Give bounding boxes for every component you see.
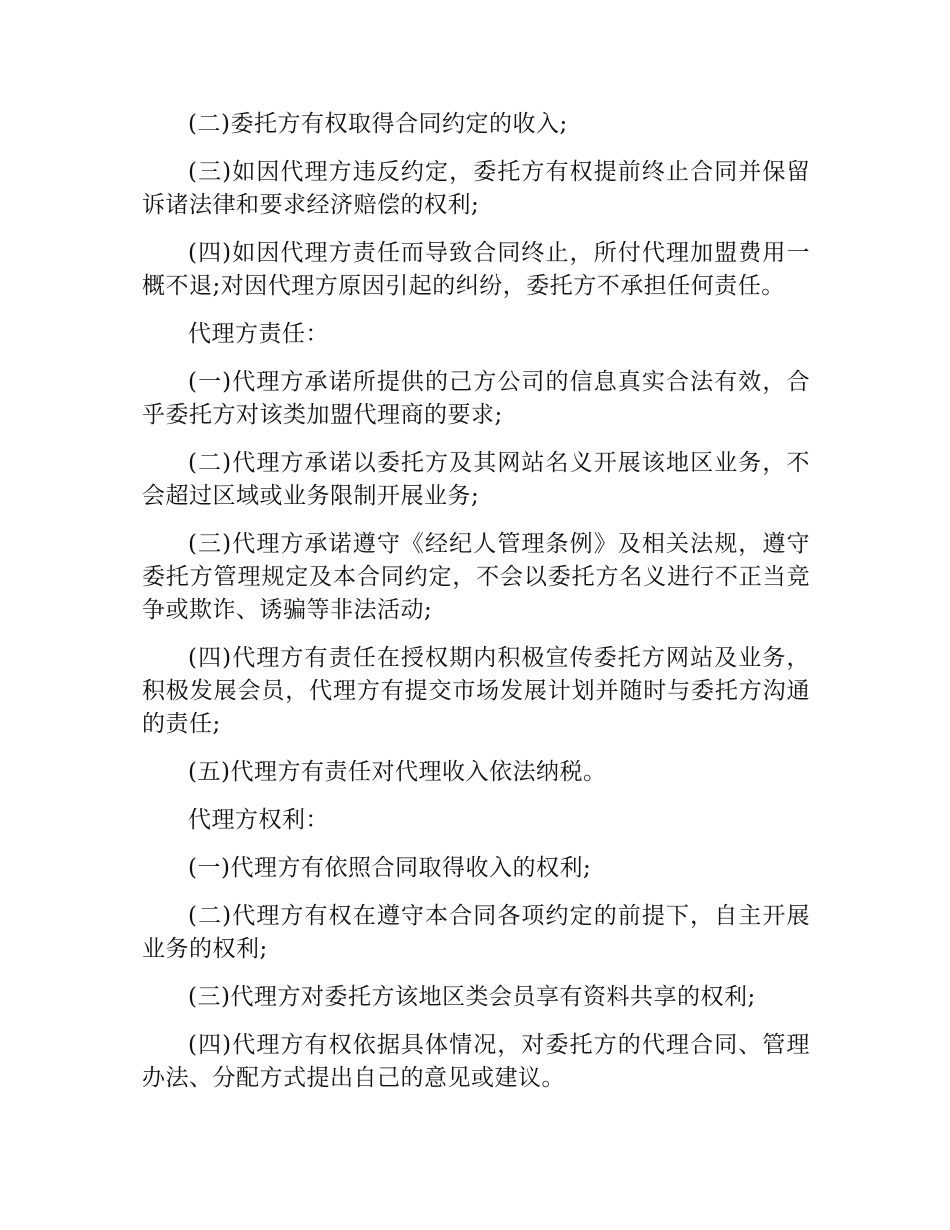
paragraph-agent-right-4: (四)代理方有权依据具体情况，对委托方的代理合同、管理办法、分配方式提出自己的意见或建议。 — [142, 1032, 810, 1091]
paragraph-agent-responsibility-5: (五)代理方有责任对代理收入依法纳税。 — [188, 759, 607, 785]
paragraph-agent-responsibility-3: (三)代理方承诺遵守《经纪人管理条例》及相关法规，遵守委托方管理规定及本合同约定，不会以委托方名义进行不正当竞争或欺诈、诱骗等非法活动; — [142, 531, 810, 623]
heading-agent-rights: 代理方权利： — [188, 807, 329, 833]
paragraph-agent-responsibility-2: (二)代理方承诺以委托方及其网站名义开展该地区业务，不会超过区域或业务限制开展业务; — [142, 450, 810, 509]
paragraph-agent-right-3: (三)代理方对委托方该地区类会员享有资料共享的权利; — [188, 984, 756, 1010]
heading-agent-responsibilities: 代理方责任： — [188, 321, 329, 347]
paragraph-agent-responsibility-4: (四)代理方有责任在授权期内积极宣传委托方网站及业务，积极发展会员，代理方有提交市场发展计划并随时与委托方沟通的责任; — [142, 645, 810, 737]
paragraph-principal-right-4: (四)如因代理方责任而导致合同终止，所付代理加盟费用一概不退;对因代理方原因引起的纠纷，委托方不承担任何责任。 — [142, 240, 810, 299]
paragraph-agent-responsibility-1: (一)代理方承诺所提供的己方公司的信息真实合法有效，合乎委托方对该类加盟代理商的要求; — [142, 369, 810, 428]
paragraph-agent-right-1: (一)代理方有依照合同取得收入的权利; — [188, 855, 592, 881]
paragraph-agent-right-2: (二)代理方有权在遵守本合同各项约定的前提下，自主开展业务的权利; — [142, 903, 810, 962]
paragraph-principal-right-3: (三)如因代理方违反约定，委托方有权提前终止合同并保留诉诸法律和要求经济赔偿的权利; — [142, 159, 810, 218]
document-page — [142, 108, 810, 1110]
paragraph-principal-right-2: (二)委托方有权取得合同约定的收入; — [188, 111, 568, 137]
